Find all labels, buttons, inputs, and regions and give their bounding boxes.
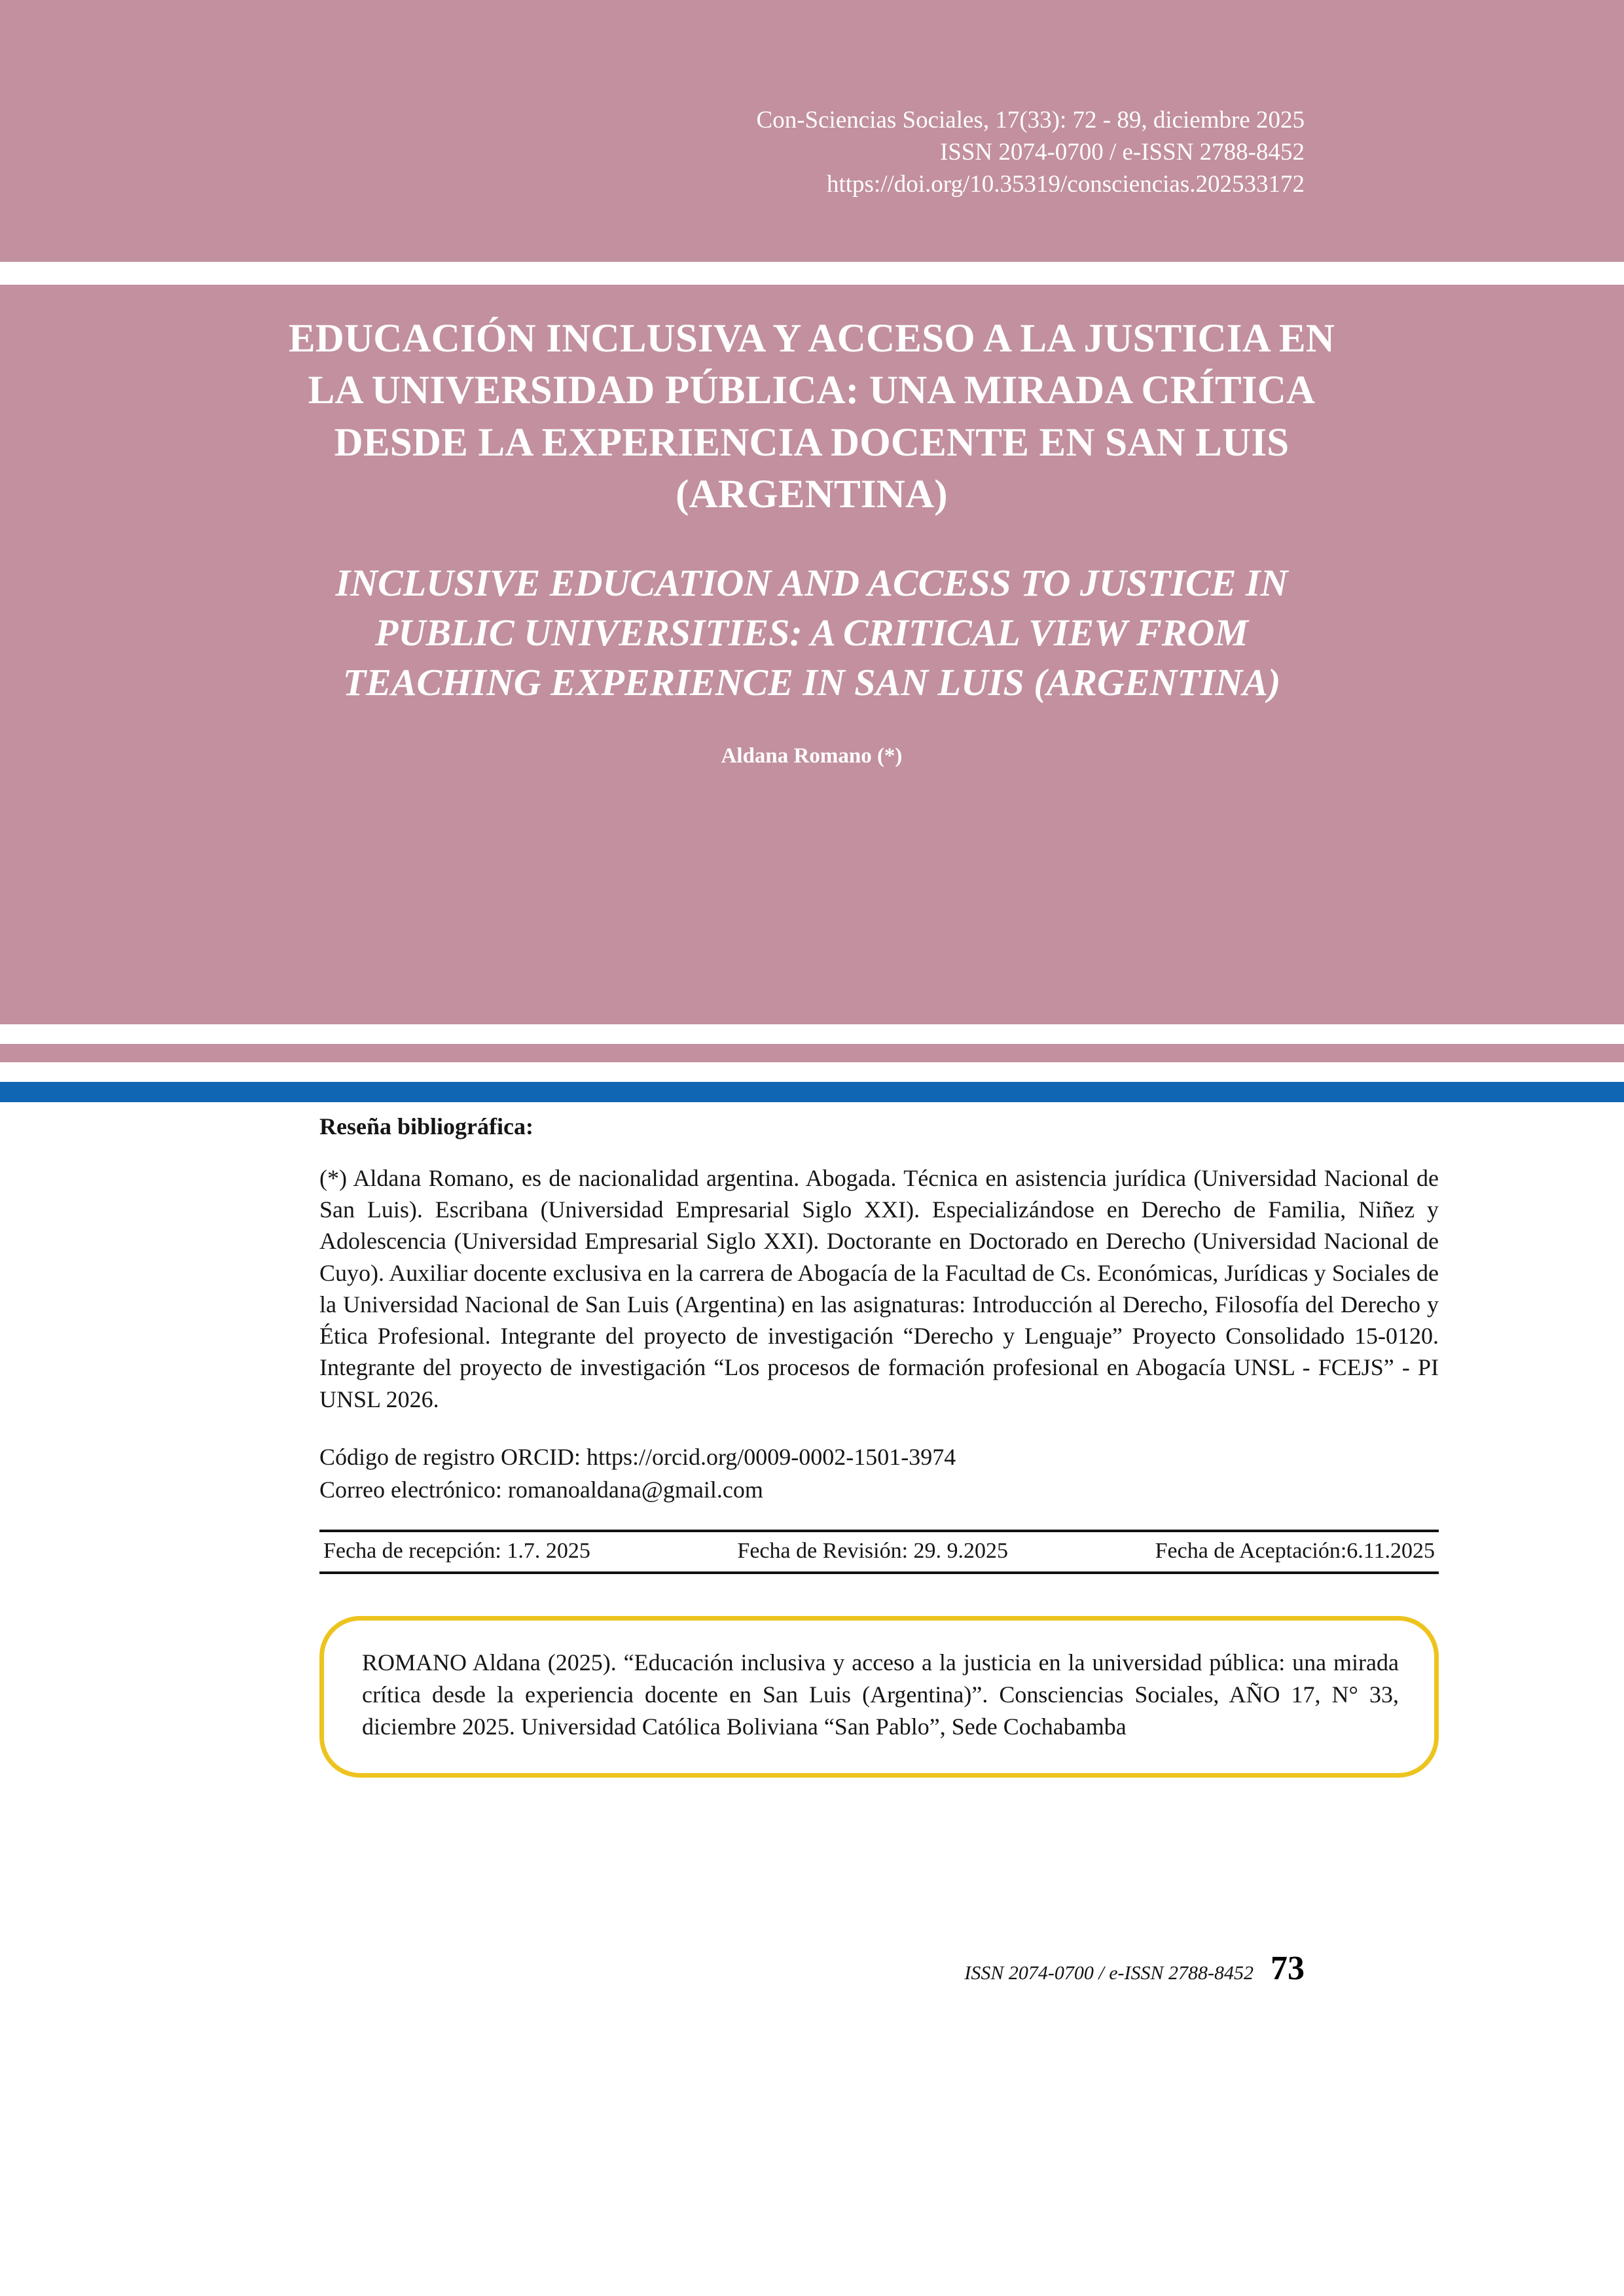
page-title-spanish: EDUCACIÓN INCLUSIVA Y ACCESO A LA JUSTICIA EN LA UNIVERSIDAD PÚBLICA: UNA MIRADA CRÍTICA DESDE LA EXPERIENCIA DOCENTE EN SAN LUIS (ARGENTINA) — [288, 317, 1335, 516]
journal-issn-line: ISSN 2074-0700 / e-ISSN 2788-8452 — [939, 138, 1305, 166]
dates-strip — [319, 1530, 1439, 1574]
orcid-line[interactable]: Código de registro ORCID: https://orcid.org/0009-0002-1501-3974 — [319, 1443, 956, 1470]
journal-doi-line: https://doi.org/10.35319/consciencias.202533172 — [826, 170, 1305, 198]
body-column — [319, 1113, 1439, 1778]
contact-block — [319, 1441, 1439, 1506]
title-block — [288, 313, 1335, 768]
footer-issn: ISSN 2074-0700 / e-ISSN 2788-8452 — [964, 1962, 1254, 1984]
citation-box — [319, 1616, 1439, 1778]
blue-divider-band — [0, 1082, 1624, 1102]
journal-citation-line: Con-Sciencias Sociales, 17(33): 72 - 89, diciembre 2025 — [756, 107, 1305, 134]
citation-text: ROMANO Aldana (2025). “Educación inclusiva y acceso a la justicia en la universidad pública: una mirada crítica desde la experiencia docente en San Luis (Argentina)”. Consciencias Sociales, AÑO 17, N° 33, diciembre 2025. Universidad Católica Boliviana “San Pablo”, Sede Cochabamba — [362, 1649, 1399, 1740]
dates-row — [319, 1539, 1439, 1564]
author-biography-paragraph: (*) Aldana Romano, es de nacionalidad argentina. Abogada. Técnica en asistencia jurídica (Universidad Nacional de San Luis). Escribana (Universidad Empresarial Siglo XXI). Especializándose en Derecho de Familia, Niñez y Adolescencia (Universidad Empresarial Siglo XXI). Doctorante en Doctorado en Derecho (Universidad Nacional de Cuyo). Auxiliar docente exclusiva en la carrera de Abogacía de la Facultad de Cs. Económicas, Jurídicas y Sociales de la Universidad Nacional de San Luis (Argentina) en las asignaturas: Introducción al Derecho, Filosofía del Derecho y Ética Profesional. Integrante del proyecto de investigación “Derecho y Lenguaje” Proyecto Consolidado 15-0120. Integrante del proyecto de investigación “Los procesos de formación profesional en Abogacía UNSL - FCEJS” - PI UNSL 2026. — [319, 1165, 1439, 1412]
date-acceptance: Fecha de Aceptación:6.11.2025 — [1155, 1539, 1435, 1564]
date-reception: Fecha de recepción: 1.7. 2025 — [323, 1539, 590, 1564]
pink-divider-band — [0, 1044, 1624, 1062]
date-revision: Fecha de Revisión: 29. 9.2025 — [737, 1539, 1009, 1564]
page-title-english: INCLUSIVE EDUCATION AND ACCESS TO JUSTICE IN PUBLIC UNIVERSITIES: A CRITICAL VIEW FROM TEACHING EXPERIENCE IN SAN LUIS (ARGENTINA) — [335, 562, 1288, 704]
author-name: Aldana Romano (*) — [721, 744, 903, 768]
journal-meta — [757, 105, 1305, 200]
page-number: 73 — [1271, 1950, 1305, 1987]
page-footer — [964, 1949, 1305, 1988]
section-heading-bibliographic-note: Reseña bibliográfica: — [319, 1113, 533, 1139]
email-line[interactable]: Correo electrónico: romanoaldana@gmail.com — [319, 1476, 763, 1503]
